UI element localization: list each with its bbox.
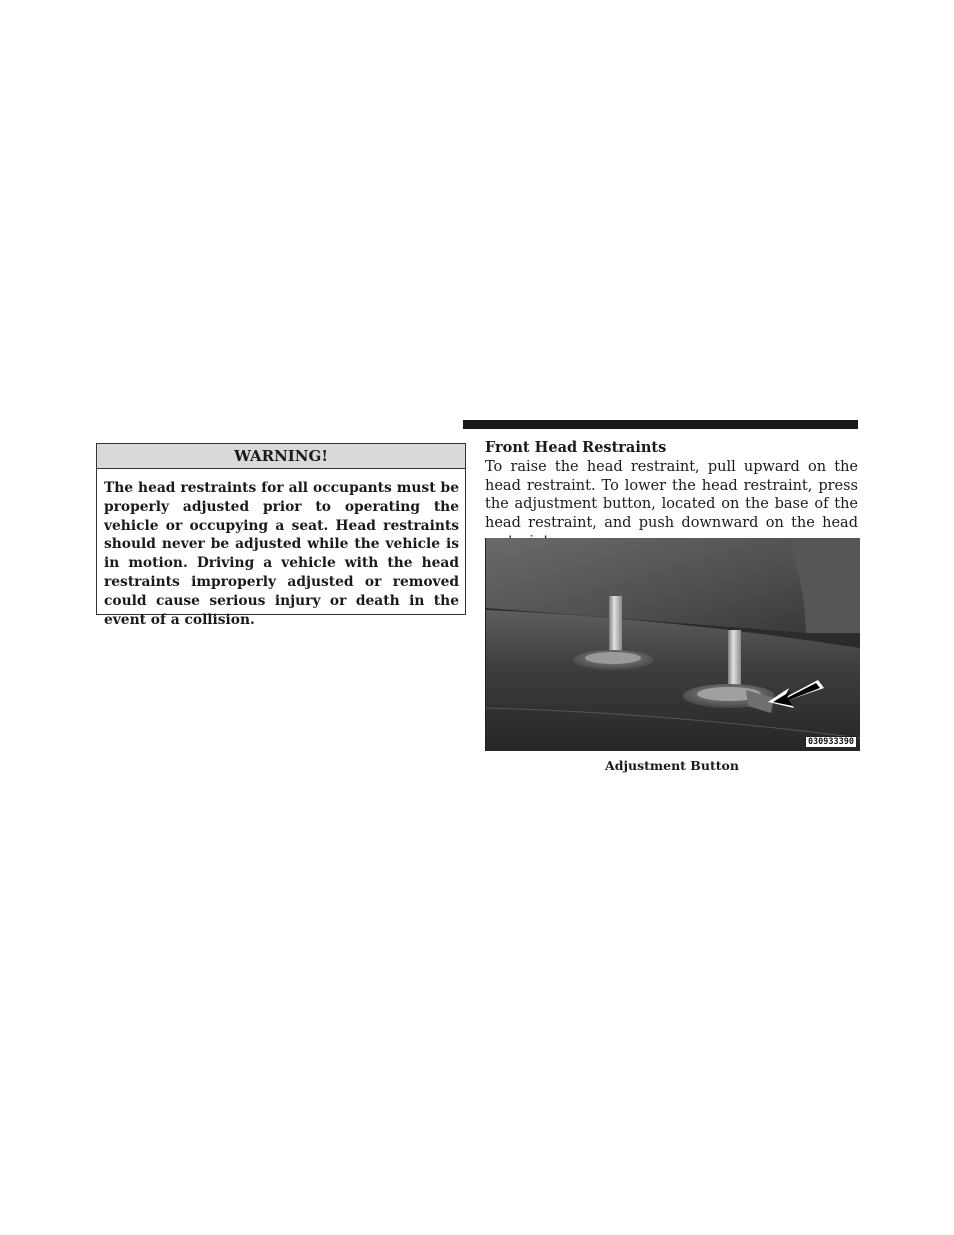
head-restraint-photo [485,538,860,751]
figure-code: 030933390 [805,736,857,748]
section-rule [463,420,858,429]
head-restraint-illustration [486,538,860,751]
warning-text: The head restraints for all occupants must be properly adjusted prior to operating the vehicle or occupying a seat. Head restraints should never be adjusted while the vehicle is in motion. Driving a vehicle with the head restraints improperly adjusted or removed could cause serious injury or death in the event of a collision. [104,480,459,628]
section-heading: Front Head Restraints [485,439,667,456]
warning-box [96,443,466,628]
warning-title: WARNING! [97,444,465,469]
figure-caption: Adjustment Button [605,758,739,773]
section-body: To raise the head restraint, pull upward on the head restraint. To lower the head restraint, press the adjustment button, located on the base of the head restraint, and push downward on the head [485,459,858,532]
